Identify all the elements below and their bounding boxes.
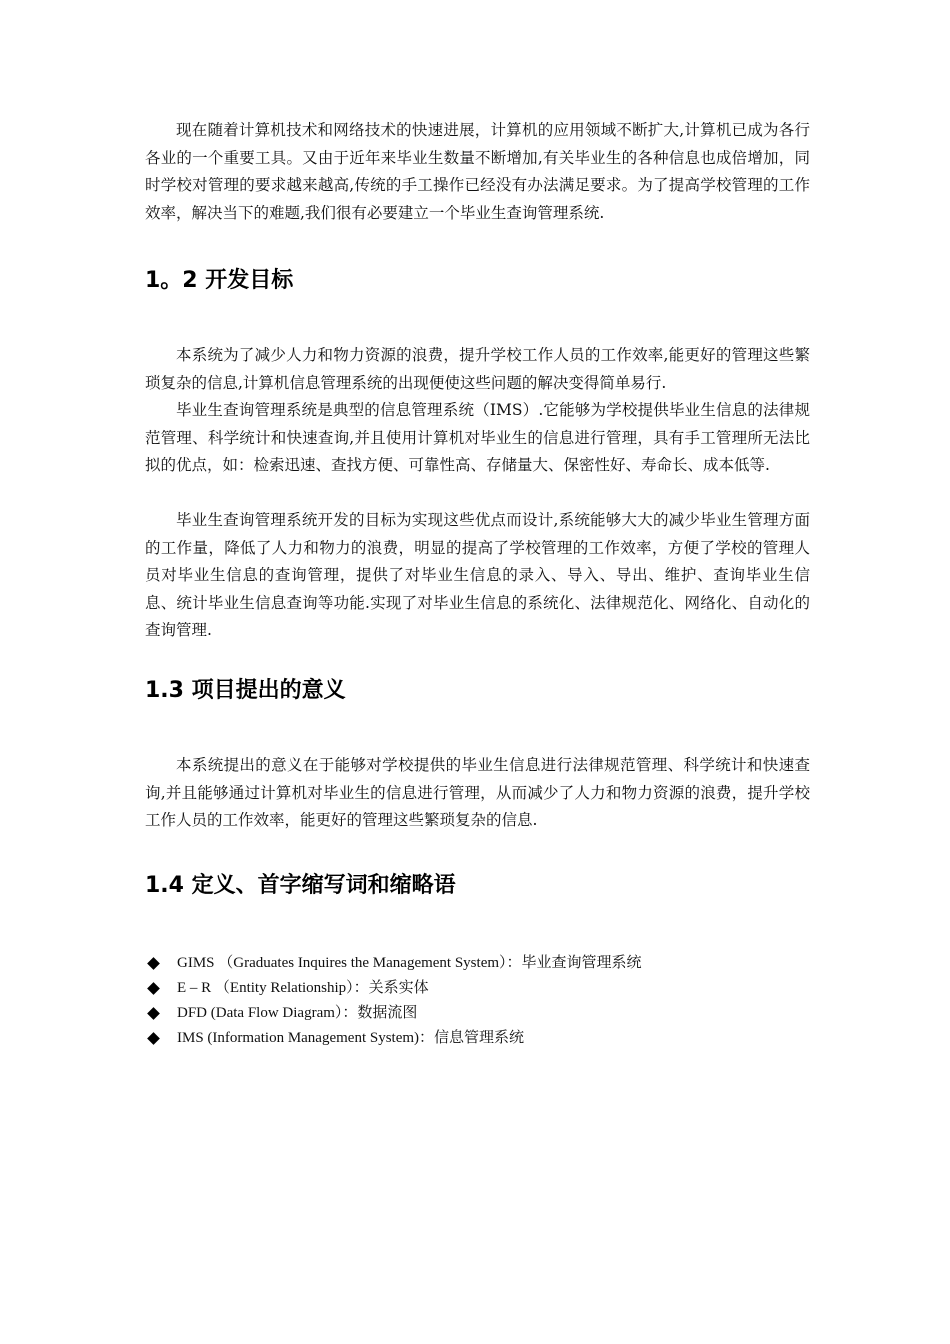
diamond-bullet-icon (147, 1032, 160, 1045)
heading-definitions: 1.4 定义、首字缩写词和缩略语 (145, 873, 456, 898)
definition-text: E – R （Entity Relationship）：关系实体 (177, 980, 429, 996)
list-item (145, 976, 810, 1001)
list-item (145, 1026, 810, 1051)
diamond-bullet-icon (147, 1007, 160, 1020)
list-item (145, 951, 810, 976)
goal-paragraph-2: 毕业生查询管理系统是典型的信息管理系统（IMS）.它能够为学校提供毕业生信息的法律规范管理、科学统计和快速查询,并且使用计算机对毕业生的信息进行管理，具有手工管理所无法比拟的优点，如：检索迅速、查找方便、可靠性高、存储量大、保密性好、寿命长、成本低等. (145, 401, 810, 474)
diamond-bullet-icon (147, 957, 160, 970)
definitions-list (145, 951, 810, 1051)
goal-paragraph-1: 本系统为了减少人力和物力资源的浪费，提升学校工作人员的工作效率,能更好的管理这些繁琐复杂的信息,计算机信息管理系统的出现便使这些问题的解决变得简单易行. (145, 346, 810, 392)
definition-text: GIMS （Graduates Inquires the Management System）：毕业查询管理系统 (177, 955, 642, 971)
list-item (145, 1001, 810, 1026)
heading-development-goal: 1。2 开发目标 (145, 268, 294, 293)
definition-text: DFD (Data Flow Diagram）：数据流图 (177, 1005, 418, 1021)
diamond-bullet-icon (147, 982, 160, 995)
heading-project-significance: 1.3 项目提出的意义 (145, 678, 346, 703)
intro-paragraph: 现在随着计算机技术和网络技术的快速进展，计算机的应用领域不断扩大,计算机已成为各行各业的一个重要工具。又由于近年来毕业生数量不断增加,有关毕业生的各种信息也成倍增加，同时学校对管理的要求越来越高,传统的手工操作已经没有办法满足要求。为了提高学校管理的工作效率，解决当下的难题,我们很有必要建立一个毕业生查询管理系统. (145, 121, 810, 222)
definition-text: IMS (Information Management System)：信息管理系统 (177, 1030, 525, 1046)
significance-paragraph: 本系统提出的意义在于能够对学校提供的毕业生信息进行法律规范管理、科学统计和快速查询,并且能够通过计算机对毕业生的信息进行管理，从而减少了人力和物力资源的浪费，提升学校工作人员的工作效率，能更好的管理这些繁琐复杂的信息. (145, 756, 810, 829)
goal-paragraph-3: 毕业生查询管理系统开发的目标为实现这些优点而设计,系统能够大大的减少毕业生管理方面的工作量，降低了人力和物力的浪费，明显的提高了学校管理的工作效率，方便了学校的管理人员对毕业生信息的查询管理，提供了对毕业生信息的录入、导入、导出、维护、查询毕业生信息、统计毕业生信息查询等功能.实现了对毕业生信息的系统化、法律规范化、网络化、自动化的查询管理. (145, 511, 810, 639)
